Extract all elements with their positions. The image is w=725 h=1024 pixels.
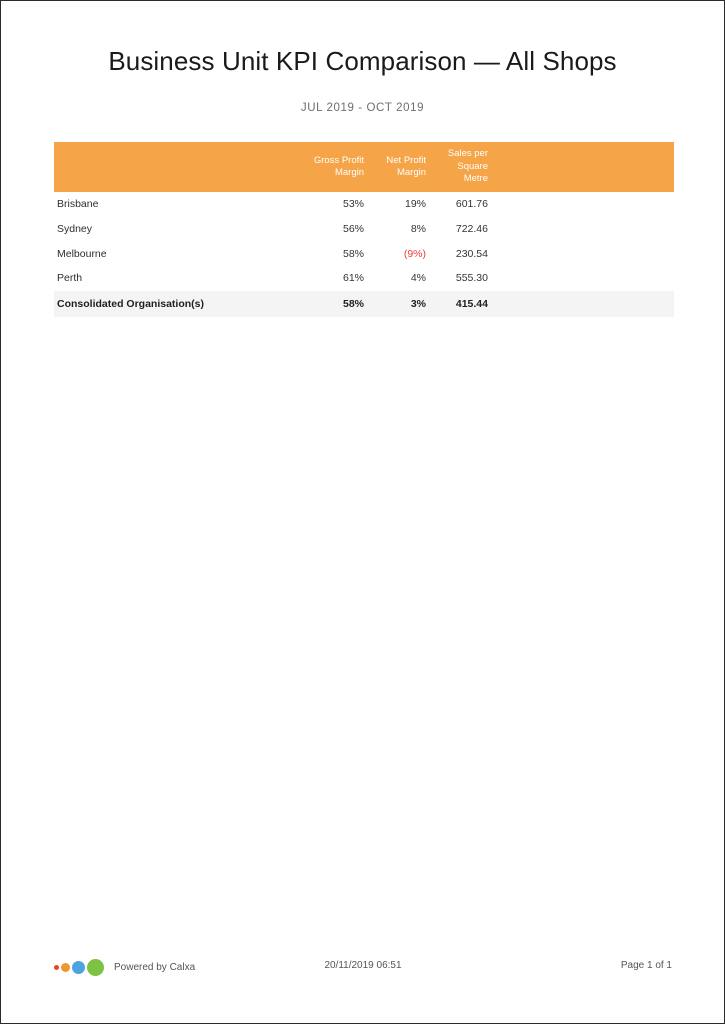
cell-entity: Sydney xyxy=(57,223,93,236)
cell-entity: Melbourne xyxy=(57,247,107,260)
cell-sales-per-square-metre: 230.54 xyxy=(455,247,488,260)
cell-spacer xyxy=(488,241,674,266)
cell-entity: Perth xyxy=(57,272,83,285)
cell-entity: Brisbane xyxy=(57,198,99,211)
cell-net-profit-margin: 4% xyxy=(410,272,426,285)
cell-gross-profit-margin: 61% xyxy=(342,272,364,285)
cell-net-profit-margin: 8% xyxy=(410,223,426,236)
table-row xyxy=(54,241,674,266)
cell-gross-profit-margin: 53% xyxy=(342,198,364,211)
cell-spacer xyxy=(488,192,674,217)
kpi-table-container xyxy=(54,142,674,317)
cell-spacer xyxy=(488,291,674,317)
table-header-row xyxy=(54,142,674,192)
column-header-line: Net Profit xyxy=(386,154,426,166)
cell-net-profit-margin: (9%) xyxy=(403,247,426,260)
footer-timestamp: 20/11/2019 06:51 xyxy=(324,960,402,971)
page-footer xyxy=(54,957,672,977)
kpi-comparison-table xyxy=(54,142,674,317)
report-period-subtitle: JUL 2019 - OCT 2019 xyxy=(300,102,425,114)
cell-sales-per-square-metre: 722.46 xyxy=(455,223,488,236)
footer-page-number: Page 1 of 1 xyxy=(620,960,672,971)
cell-entity-total: Consolidated Organisation(s) xyxy=(57,297,205,310)
cell-net-profit-margin-total: 3% xyxy=(410,297,426,310)
column-header-entity xyxy=(54,142,304,192)
column-header-gross-profit-margin xyxy=(304,142,364,192)
cell-sales-per-square-metre: 555.30 xyxy=(455,272,488,285)
cell-sales-per-square-metre: 601.76 xyxy=(455,198,488,211)
cell-gross-profit-margin: 56% xyxy=(342,223,364,236)
column-header-line: Margin xyxy=(396,167,426,178)
table-row xyxy=(54,266,674,291)
column-header-sales-per-square-metre xyxy=(426,142,488,192)
table-body xyxy=(54,192,674,317)
cell-sales-per-square-metre-total: 415.44 xyxy=(455,297,488,310)
cell-spacer xyxy=(488,266,674,291)
column-header-line: Metre xyxy=(463,173,488,185)
column-header-line: Gross Profit xyxy=(313,154,364,166)
column-header-spacer xyxy=(488,142,674,192)
table-total-row xyxy=(54,291,674,317)
column-header-line: Sales per xyxy=(447,148,488,160)
powered-by-label: Powered by Calxa xyxy=(114,961,196,973)
column-header-line: Margin xyxy=(334,167,364,178)
column-header-net-profit-margin xyxy=(364,142,426,192)
table-row xyxy=(54,217,674,242)
column-header-line: Square xyxy=(457,160,488,172)
cell-gross-profit-margin: 58% xyxy=(342,247,364,260)
page-title: Business Unit KPI Comparison — All Shops xyxy=(108,46,617,76)
cell-gross-profit-margin-total: 58% xyxy=(342,297,364,310)
cell-spacer xyxy=(488,217,674,242)
table-row xyxy=(54,192,674,217)
cell-net-profit-margin: 19% xyxy=(404,198,426,211)
table-header xyxy=(54,142,674,192)
